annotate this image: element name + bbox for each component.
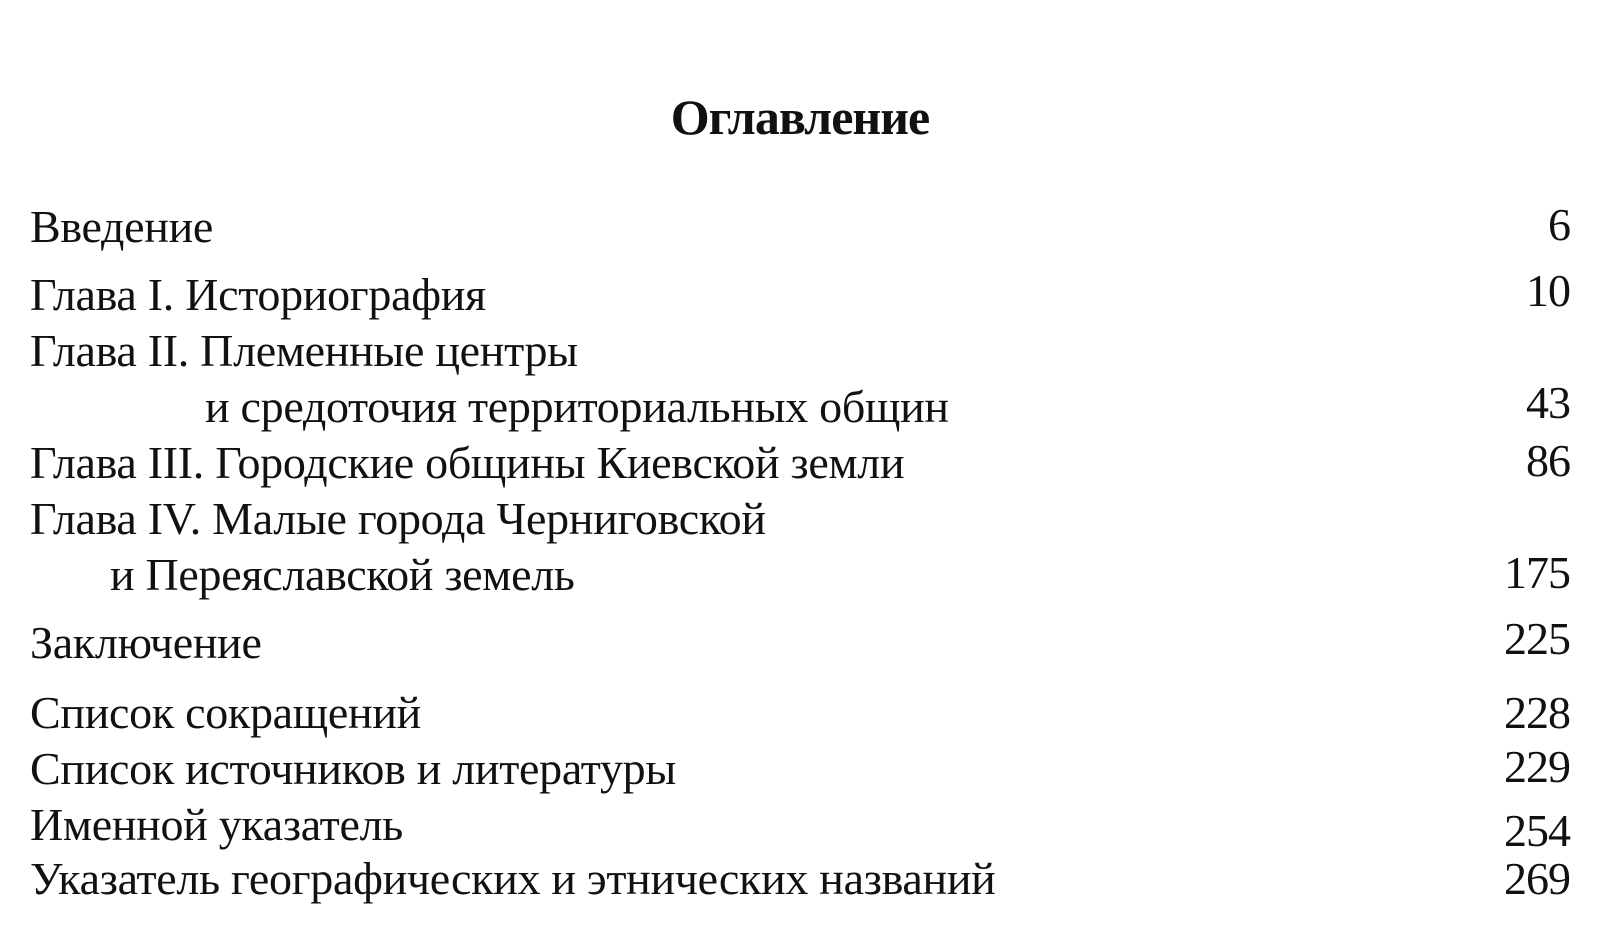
toc-page-number: 269 [1504, 853, 1570, 904]
toc-entry-chapter-4-continuation: и Переяславской земель [110, 549, 575, 600]
toc-entry-chapter-2: Глава II. Племенные центры [30, 325, 578, 376]
toc-entry-chapter-1: Глава I. Историография [30, 269, 486, 320]
toc-entry-chapter-4: Глава IV. Малые города Черниговской [30, 493, 766, 544]
toc-page-number: 229 [1504, 741, 1570, 792]
toc-entry-chapter-3: Глава III. Городские общины Киевской земли [30, 437, 905, 488]
toc-entry-chapter-2-continuation: и средоточия территориальных общин [205, 381, 949, 432]
toc-entry-name-index: Именной указатель [30, 799, 403, 850]
toc-entry-sources: Список источников и литературы [30, 743, 676, 794]
toc-entry-abbreviations: Список сокращений [30, 687, 421, 738]
toc-page-number: 175 [1504, 547, 1570, 598]
toc-entry-geographic-index: Указатель географических и этнических названий [30, 853, 996, 904]
toc-page-number: 254 [1504, 805, 1570, 856]
toc-page-number: 225 [1504, 613, 1570, 664]
toc-page-number: 43 [1526, 377, 1570, 428]
toc-page-number: 6 [1548, 199, 1570, 250]
toc-entry-introduction: Введение [30, 201, 214, 252]
page-title: Оглавление [670, 89, 930, 145]
toc-page-number: 86 [1526, 435, 1570, 486]
toc-page-number: 10 [1526, 265, 1570, 316]
toc-page-number: 228 [1504, 687, 1570, 738]
toc-entry-conclusion: Заключение [30, 617, 262, 668]
